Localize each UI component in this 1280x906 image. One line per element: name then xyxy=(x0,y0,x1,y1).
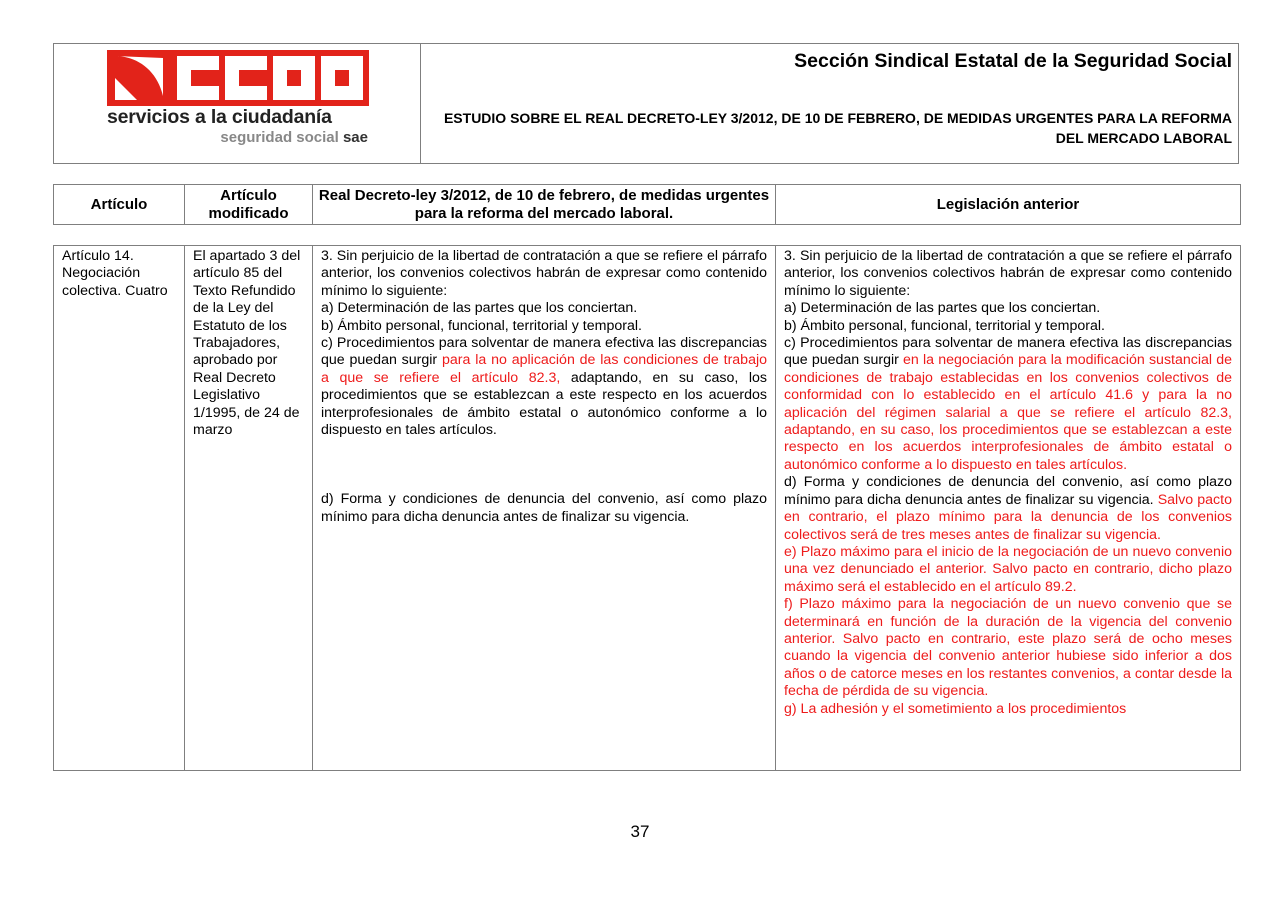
header-articulo-modificado: Artículo modificado xyxy=(185,185,313,225)
header-legislacion-anterior: Legislación anterior xyxy=(776,185,1241,225)
column-header-table xyxy=(53,184,1241,225)
anterior-paragraph-intro: 3. Sin perjuicio de la libertad de contratación a que se refiere el párrafo anterior, los convenios colectivos habrán de expresar como contenido mínimo lo siguiente: xyxy=(784,248,1232,299)
spacer xyxy=(321,439,767,491)
cell-modificado xyxy=(185,246,313,771)
study-title: ESTUDIO SOBRE EL REAL DECRETO-LEY 3/2012, DE 10 DE FEBRERO, DE MEDIDAS URGENTES PARA LA REFORMA DEL MERCADO LABORAL xyxy=(443,110,1232,146)
header-articulo: Artículo xyxy=(54,185,185,225)
title-cell xyxy=(421,44,1238,163)
anterior-item-b: b) Ámbito personal, funcional, territorial y temporal. xyxy=(784,317,1105,334)
nuevo-item-c-changed: para la no aplicación de las condiciones de trabajo a que se refiere el artículo 82.3, xyxy=(321,352,768,386)
document-header xyxy=(53,43,1239,164)
ccoo-logo xyxy=(107,50,369,106)
nuevo-item-a: a) Determinación de las partes que los conciertan. xyxy=(321,300,638,317)
nuevo-item-d: d) Forma y condiciones de denuncia del convenio, así como plazo mínimo para dicha denuncia antes de finalizar su vigencia. xyxy=(321,491,767,525)
header-real-decreto: Real Decreto-ley 3/2012, de 10 de febrero, de medidas urgentes para la reforma del mercado laboral. xyxy=(313,185,776,225)
logo-subtagline-sae: sae xyxy=(342,129,368,146)
logo-subtagline-main: seguridad social xyxy=(220,129,339,146)
header-row xyxy=(54,185,1241,225)
comparison-table xyxy=(53,245,1241,771)
anterior-item-a: a) Determinación de las partes que los conciertan. xyxy=(784,300,1101,317)
org-title: Sección Sindical Estatal de la Seguridad Social xyxy=(794,50,1232,72)
nuevo-item-c xyxy=(321,335,767,439)
page-number: 37 xyxy=(630,822,650,841)
table-row xyxy=(54,246,1241,771)
anterior-item-g: g) La adhesión y el sometimiento a los procedimientos xyxy=(784,700,1127,717)
cell-nuevo-texto xyxy=(313,246,776,771)
logo-tagline: servicios a la ciudadanía xyxy=(107,106,332,128)
nuevo-item-c-start: c) Procedimientos para solventar de manera efectiva las discrepancias que puedan surgir xyxy=(321,335,767,369)
cell-legislacion-anterior xyxy=(776,246,1241,771)
articulo-text: Artículo 14. Negociación colectiva. Cuatro xyxy=(62,248,168,299)
nuevo-item-b: b) Ámbito personal, funcional, territorial y temporal. xyxy=(321,317,642,334)
anterior-item-d xyxy=(784,474,1232,544)
nuevo-paragraph-intro: 3. Sin perjuicio de la libertad de contratación a que se refiere el párrafo anterior, los convenios colectivos habrán de expresar como contenido mínimo lo siguiente: xyxy=(321,248,767,299)
anterior-item-d-changed: Salvo pacto en contrario, el plazo mínimo para la denuncia de los convenios colectivos será de tres meses antes de finalizar su vigencia. xyxy=(784,491,1232,543)
nuevo-item-c-end: adaptando, en su caso, los procedimientos que se establezcan a este respecto en los acuerdos interprofesionales de ámbito estatal o autonómico conforme a lo dispuesto en tales artículos. xyxy=(321,369,767,439)
modificado-text: El apartado 3 del artículo 85 del Texto Refundido de la Ley del Estatuto de los Trabajadores, aprobado por Real Decreto Legislativo 1/1995, de 24 de marzo xyxy=(193,248,301,439)
anterior-item-d-start: d) Forma y condiciones de denuncia del convenio, así como plazo mínimo para dicha denuncia antes de finalizar su vigencia. xyxy=(784,474,1232,508)
logo-cell xyxy=(54,44,421,163)
logo-subtagline xyxy=(220,129,368,146)
anterior-item-c xyxy=(784,335,1232,474)
cell-articulo xyxy=(54,246,185,771)
anterior-item-f: f) Plazo máximo para la negociación de un nuevo convenio que se determinará en función de la duración de la vigencia del convenio anterior. Salvo pacto en contrario, este plazo será de ocho meses cuando la vigencia del convenio anterior hubiese sido inferior a dos años o de catorce meses en los restantes convenios, a contar desde la fecha de pérdida de su vigencia. xyxy=(784,596,1232,700)
anterior-item-c-changed: en la negociación para la modificación sustancial de condiciones de trabajo establecidas en los convenios colectivos de conformidad con lo establecido en el artículo 41.6 y para la no aplicación del régimen salarial a que se refiere el artículo 82.3, adaptando, en su caso, los procedimientos que se establezcan a este respecto en los acuerdos interprofesionales de ámbito estatal o autonómico conforme a lo dispuesto en tales artículos. xyxy=(784,352,1233,473)
anterior-item-c-start: c) Procedimientos para solventar de manera efectiva las discrepancias que puedan surgir xyxy=(784,335,1232,369)
anterior-item-e: e) Plazo máximo para el inicio de la negociación de un nuevo convenio una vez denunciado el anterior. Salvo pacto en contrario, dicho plazo máximo será el establecido en el artículo 89.2. xyxy=(784,543,1232,595)
